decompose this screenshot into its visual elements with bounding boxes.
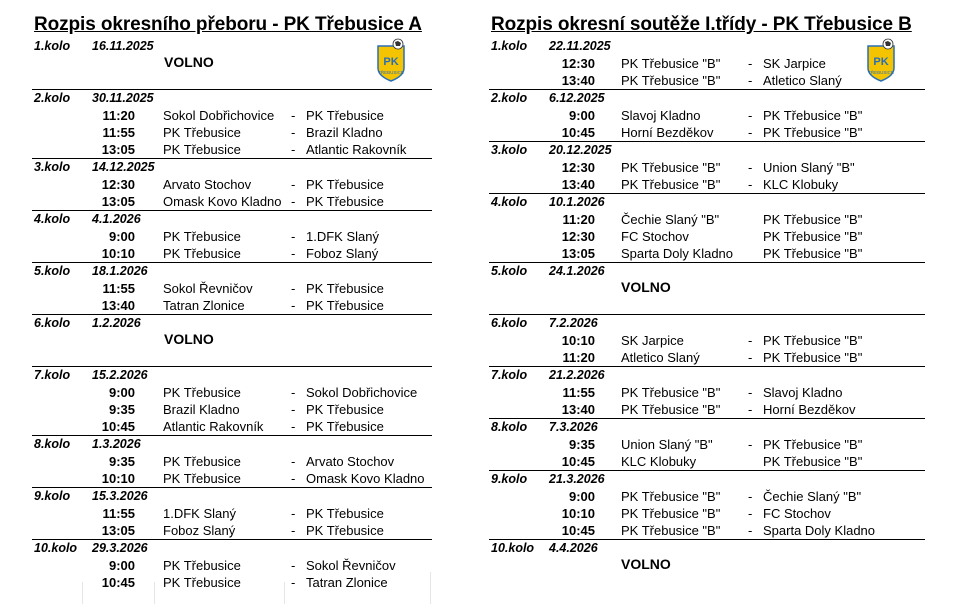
match-row [32, 245, 432, 262]
match-row [489, 124, 925, 141]
home-team: PK Třebusice "B" [621, 160, 721, 175]
round-date: 4.4.2026 [549, 541, 598, 555]
away-team: PK Třebusice "B" [763, 454, 863, 469]
match-time: 11:55 [102, 125, 135, 140]
round-block [489, 90, 925, 142]
home-team: PK Třebusice [163, 142, 241, 157]
away-team: Slavoj Kladno [763, 385, 843, 400]
round-date: 18.1.2026 [92, 264, 148, 278]
match-row [32, 176, 432, 193]
away-team: Čechie Slaný "B" [763, 489, 862, 504]
match-separator: - [291, 142, 296, 157]
round-date: 6.12.2025 [549, 91, 605, 105]
match-row [489, 488, 925, 505]
home-team: PK Třebusice "B" [621, 385, 721, 400]
round-date: 29.3.2026 [92, 541, 148, 555]
match-time: 11:55 [102, 281, 135, 296]
match-time: 10:45 [561, 523, 595, 538]
rounds-list-a [32, 38, 432, 591]
match-time: 11:55 [562, 385, 595, 400]
round-date: 4.1.2026 [92, 212, 141, 226]
home-team: Sokol Řevničov [163, 281, 253, 296]
match-separator: - [291, 506, 296, 521]
away-team: PK Třebusice "B" [763, 212, 863, 227]
round-header [32, 488, 432, 505]
match-separator: - [748, 56, 753, 71]
round-header [32, 211, 432, 228]
round-header [32, 540, 432, 557]
home-team: Sparta Doly Kladno [621, 246, 734, 261]
match-row [489, 522, 925, 539]
match-row [489, 332, 925, 349]
match-time: 9:00 [108, 385, 135, 400]
match-row [32, 557, 432, 574]
home-team: PK Třebusice "B" [621, 489, 721, 504]
match-separator: - [291, 419, 296, 434]
home-team: Horní Bezděkov [621, 125, 714, 140]
home-team: Arvato Stochov [163, 177, 252, 192]
home-team: Slavoj Kladno [621, 108, 701, 123]
match-separator: - [748, 489, 753, 504]
home-team: PK Třebusice [163, 125, 241, 140]
match-row [489, 349, 925, 366]
bye-notice [32, 332, 432, 366]
match-time: 10:45 [561, 454, 595, 469]
round-header [32, 263, 432, 280]
match-row [32, 193, 432, 210]
round-date: 7.2.2026 [549, 316, 598, 330]
round-header [32, 436, 432, 453]
home-team: PK Třebusice "B" [621, 402, 721, 417]
home-team: PK Třebusice "B" [621, 523, 721, 538]
away-team: Arvato Stochov [306, 454, 395, 469]
match-separator: - [291, 194, 296, 209]
home-team: FC Stochov [621, 229, 689, 244]
away-team: Sokol Dobřichovice [306, 385, 418, 400]
round-label: 9.kolo [34, 489, 71, 503]
round-label: 5.kolo [491, 264, 528, 278]
round-header [32, 159, 432, 176]
away-team: PK Třebusice [306, 177, 384, 192]
match-separator: - [748, 333, 753, 348]
bye-notice [489, 557, 925, 591]
round-date: 21.2.2026 [549, 368, 605, 382]
round-label: 1.kolo [491, 39, 528, 53]
round-header [489, 471, 925, 488]
away-team: 1.DFK Slaný [306, 229, 379, 244]
bye-label: VOLNO [164, 54, 214, 70]
round-block [489, 419, 925, 471]
match-separator: - [291, 523, 296, 538]
home-team: Brazil Kladno [163, 402, 240, 417]
match-time: 12:30 [561, 160, 595, 175]
match-row [32, 453, 432, 470]
away-team: PK Třebusice [306, 419, 384, 434]
match-row [489, 159, 925, 176]
match-separator: - [748, 385, 753, 400]
match-separator: - [748, 108, 753, 123]
round-block [489, 38, 925, 90]
round-block [489, 142, 925, 194]
round-header [489, 367, 925, 384]
match-time: 13:40 [561, 177, 595, 192]
away-team: PK Třebusice "B" [763, 437, 863, 452]
home-team: PK Třebusice [163, 246, 241, 261]
round-header [489, 263, 925, 280]
match-row [32, 384, 432, 401]
home-team: PK Třebusice [163, 385, 241, 400]
home-team: PK Třebusice "B" [621, 177, 721, 192]
match-row [32, 574, 432, 591]
round-label: 3.kolo [491, 143, 528, 157]
home-team: Čechie Slaný "B" [621, 212, 720, 227]
match-row [489, 55, 925, 72]
match-row [32, 470, 432, 487]
match-row [32, 418, 432, 435]
match-time: 9:00 [108, 558, 135, 573]
round-label: 2.kolo [491, 91, 528, 105]
match-separator: - [748, 125, 753, 140]
match-row [32, 401, 432, 418]
match-time: 9:00 [568, 489, 595, 504]
bye-notice [489, 280, 925, 314]
round-date: 1.3.2026 [92, 437, 141, 451]
match-row [32, 107, 432, 124]
round-date: 21.3.2026 [549, 472, 605, 486]
match-separator: - [748, 523, 753, 538]
match-row [32, 141, 432, 158]
away-team: Sparta Doly Kladno [763, 523, 876, 538]
match-row [489, 384, 925, 401]
round-header [32, 90, 432, 107]
round-block [32, 540, 432, 591]
home-team: Foboz Slaný [163, 523, 236, 538]
match-time: 13:40 [101, 298, 135, 313]
round-header [489, 194, 925, 211]
match-time: 11:20 [562, 350, 595, 365]
round-date: 15.2.2026 [92, 368, 148, 382]
round-block [489, 263, 925, 315]
schedule-title-a: Rozpis okresního přeboru - PK Třebusice A [34, 14, 422, 35]
match-separator: - [291, 454, 296, 469]
match-time: 10:10 [101, 471, 135, 486]
match-row [32, 297, 432, 314]
match-separator: - [291, 385, 296, 400]
bye-label: VOLNO [621, 279, 671, 295]
away-team: Sokol Řevničov [306, 558, 396, 573]
home-team: KLC Klobuky [621, 454, 697, 469]
logo-text: PK [873, 56, 889, 68]
round-header [489, 315, 925, 332]
round-label: 4.kolo [491, 195, 528, 209]
away-team: Horní Bezděkov [763, 402, 856, 417]
match-time: 10:10 [561, 333, 595, 348]
round-block [32, 159, 432, 211]
round-block [32, 367, 432, 436]
home-team: PK Třebusice "B" [621, 56, 721, 71]
round-header [489, 419, 925, 436]
away-team: PK Třebusice "B" [763, 246, 863, 261]
away-team: Tatran Zlonice [306, 575, 388, 590]
match-separator: - [291, 471, 296, 486]
match-time: 11:55 [102, 506, 135, 521]
round-date: 1.2.2026 [92, 316, 141, 330]
round-label: 9.kolo [491, 472, 528, 486]
match-separator: - [748, 73, 753, 88]
match-separator: - [291, 281, 296, 296]
round-label: 7.kolo [491, 368, 528, 382]
round-header [489, 142, 925, 159]
away-team: PK Třebusice "B" [763, 350, 863, 365]
match-time: 9:00 [568, 108, 595, 123]
round-label: 1.kolo [34, 39, 71, 53]
match-time: 13:05 [101, 523, 135, 538]
round-block [489, 367, 925, 419]
match-time: 11:20 [102, 108, 135, 123]
round-date: 30.11.2025 [92, 91, 154, 105]
match-time: 13:05 [101, 142, 135, 157]
round-date: 7.3.2026 [549, 420, 598, 434]
logo-subtext: TŘEBUSICE [868, 70, 894, 75]
match-time: 10:10 [561, 506, 595, 521]
away-team: PK Třebusice "B" [763, 333, 863, 348]
home-team: SK Jarpice [621, 333, 684, 348]
away-team: PK Třebusice [306, 108, 384, 123]
home-team: PK Třebusice [163, 229, 241, 244]
match-separator: - [291, 125, 296, 140]
round-label: 8.kolo [34, 437, 71, 451]
match-row [489, 176, 925, 193]
match-time: 11:20 [562, 212, 595, 227]
round-date: 22.11.2025 [549, 39, 611, 53]
round-label: 10.kolo [491, 541, 535, 555]
match-separator: - [291, 402, 296, 417]
round-block [489, 540, 925, 591]
match-time: 13:40 [561, 402, 595, 417]
away-team: PK Třebusice [306, 298, 384, 313]
away-team: Union Slaný "B" [763, 160, 855, 175]
match-time: 13:05 [561, 246, 595, 261]
away-team: Brazil Kladno [306, 125, 383, 140]
match-row [489, 245, 925, 262]
match-separator: - [748, 350, 753, 365]
round-block [489, 471, 925, 540]
round-label: 4.kolo [34, 212, 71, 226]
round-date: 16.11.2025 [92, 39, 154, 53]
round-label: 2.kolo [34, 91, 71, 105]
away-team: PK Třebusice [306, 194, 384, 209]
round-header [32, 315, 432, 332]
logo-text: PK [383, 56, 399, 68]
round-block [32, 38, 432, 90]
match-time: 13:05 [101, 194, 135, 209]
round-block [489, 194, 925, 263]
away-team: PK Třebusice "B" [763, 108, 863, 123]
club-logo-a [376, 38, 406, 82]
round-date: 20.12.2025 [549, 143, 612, 157]
away-team: PK Třebusice [306, 523, 384, 538]
match-time: 9:35 [108, 454, 135, 469]
home-team: PK Třebusice [163, 454, 241, 469]
away-team: Atletico Slaný [763, 73, 842, 88]
round-date: 15.3.2026 [92, 489, 148, 503]
match-row [32, 505, 432, 522]
round-header [489, 540, 925, 557]
rounds-list-b [489, 38, 925, 591]
away-team: PK Třebusice "B" [763, 125, 863, 140]
away-team: Foboz Slaný [306, 246, 379, 261]
away-team: Omask Kovo Kladno [306, 471, 425, 486]
round-header [32, 367, 432, 384]
club-logo-b [866, 38, 896, 82]
home-team: PK Třebusice [163, 558, 241, 573]
match-time: 10:45 [101, 575, 135, 590]
round-label: 7.kolo [34, 368, 71, 382]
round-header [489, 90, 925, 107]
home-team: Atlantic Rakovník [163, 419, 264, 434]
match-separator: - [291, 298, 296, 313]
match-separator: - [291, 229, 296, 244]
match-row [489, 211, 925, 228]
away-team: PK Třebusice [306, 281, 384, 296]
round-date: 24.1.2026 [549, 264, 605, 278]
round-label: 6.kolo [491, 316, 528, 330]
match-time: 12:30 [561, 229, 595, 244]
away-team: PK Třebusice "B" [763, 229, 863, 244]
match-separator: - [291, 558, 296, 573]
match-row [489, 72, 925, 89]
match-separator: - [748, 177, 753, 192]
match-separator: - [291, 246, 296, 261]
home-team: Tatran Zlonice [163, 298, 245, 313]
away-team: PK Třebusice [306, 402, 384, 417]
match-time: 12:30 [101, 177, 135, 192]
match-row [489, 401, 925, 418]
round-date: 10.1.2026 [549, 195, 605, 209]
match-time: 10:10 [101, 246, 135, 261]
bye-label: VOLNO [164, 331, 214, 347]
round-block [32, 315, 432, 367]
match-separator: - [748, 402, 753, 417]
match-row [32, 228, 432, 245]
match-separator: - [748, 437, 753, 452]
home-team: PK Třebusice [163, 471, 241, 486]
pk-logo-icon [376, 38, 406, 82]
away-team: SK Jarpice [763, 56, 826, 71]
match-row [489, 453, 925, 470]
round-label: 3.kolo [34, 160, 71, 174]
match-time: 9:35 [568, 437, 595, 452]
round-block [489, 315, 925, 367]
match-row [489, 436, 925, 453]
round-label: 5.kolo [34, 264, 71, 278]
round-header [489, 38, 925, 55]
away-team: PK Třebusice [306, 506, 384, 521]
round-header [32, 38, 432, 55]
bye-label: VOLNO [621, 556, 671, 572]
match-row [489, 228, 925, 245]
round-label: 10.kolo [34, 541, 78, 555]
pk-logo-icon [866, 38, 896, 82]
home-team: PK Třebusice "B" [621, 73, 721, 88]
match-separator: - [291, 177, 296, 192]
home-team: Atletico Slaný [621, 350, 700, 365]
home-team: PK Třebusice [163, 575, 241, 590]
home-team: Sokol Dobřichovice [163, 108, 275, 123]
match-time: 13:40 [561, 73, 595, 88]
home-team: Omask Kovo Kladno [163, 194, 282, 209]
round-label: 8.kolo [491, 420, 528, 434]
match-time: 10:45 [101, 419, 135, 434]
match-time: 9:35 [108, 402, 135, 417]
match-separator: - [748, 160, 753, 175]
round-date: 14.12.2025 [92, 160, 155, 174]
home-team: Union Slaný "B" [621, 437, 713, 452]
match-time: 9:00 [108, 229, 135, 244]
round-block [32, 488, 432, 540]
match-row [32, 124, 432, 141]
round-block [32, 263, 432, 315]
home-team: PK Třebusice "B" [621, 506, 721, 521]
round-block [32, 436, 432, 488]
away-team: KLC Klobuky [763, 177, 839, 192]
match-separator: - [748, 506, 753, 521]
match-time: 12:30 [561, 56, 595, 71]
round-block [32, 90, 432, 159]
round-block [32, 211, 432, 263]
match-row [489, 505, 925, 522]
schedule-title-b: Rozpis okresní soutěže I.třídy - PK Třebusice B [491, 14, 912, 35]
home-team: 1.DFK Slaný [163, 506, 236, 521]
match-separator: - [291, 575, 296, 590]
match-row [32, 280, 432, 297]
away-team: Atlantic Rakovník [306, 142, 407, 157]
logo-subtext: TŘEBUSICE [378, 70, 404, 75]
match-time: 10:45 [561, 125, 595, 140]
bye-notice [32, 55, 432, 89]
match-row [489, 107, 925, 124]
round-label: 6.kolo [34, 316, 71, 330]
match-separator: - [291, 108, 296, 123]
match-row [32, 522, 432, 539]
away-team: FC Stochov [763, 506, 831, 521]
